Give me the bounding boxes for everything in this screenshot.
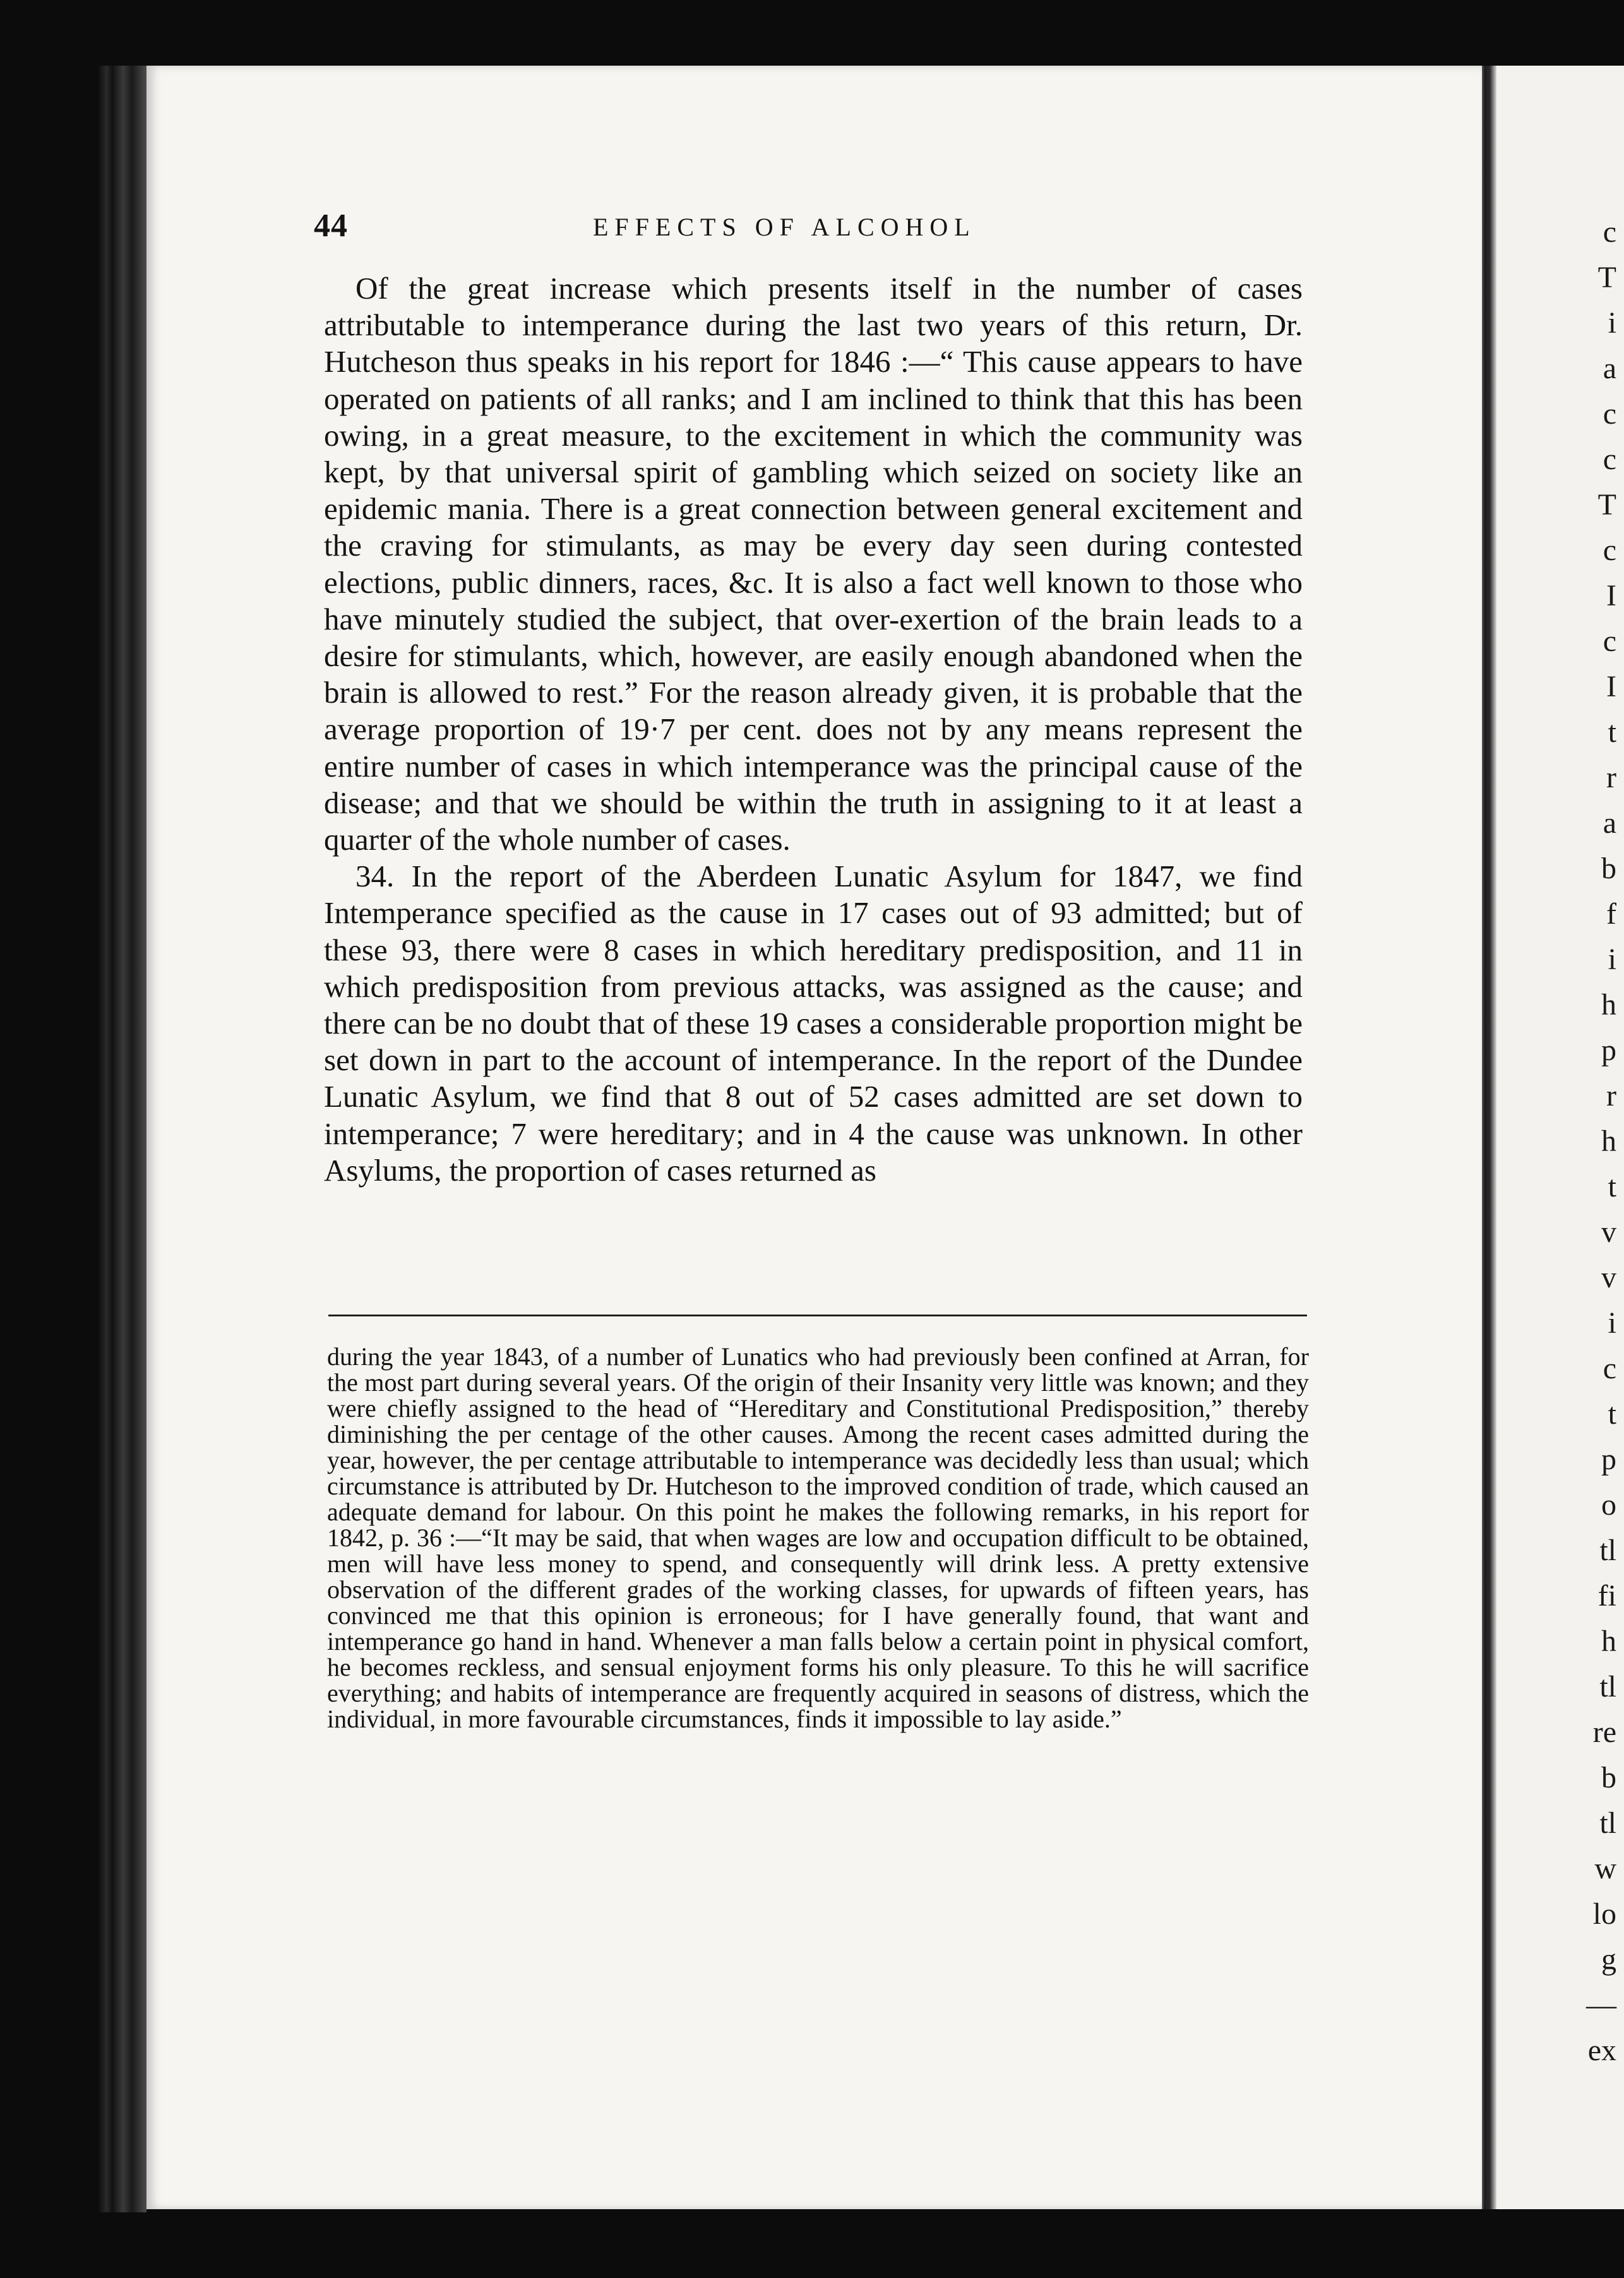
facing-page-fragment: f <box>1606 897 1616 931</box>
facing-page-fragment: tl <box>1599 1534 1616 1567</box>
facing-page-fragment: r <box>1606 1079 1616 1112</box>
facing-page-fragment: c <box>1603 397 1616 431</box>
facing-page-fragment: c <box>1603 1352 1616 1385</box>
facing-page-fragment: tl <box>1599 1670 1616 1703</box>
facing-page-fragment: c <box>1603 443 1616 476</box>
facing-page-fragment: c <box>1603 215 1616 249</box>
facing-page-fragment: i <box>1608 1306 1616 1340</box>
facing-page-fragment: g <box>1601 1943 1616 1976</box>
facing-page-fragment: a <box>1603 352 1616 385</box>
facing-page-fragment: a <box>1603 806 1616 840</box>
facing-page-fragment: i <box>1608 306 1616 340</box>
paragraph-1: Of the great increase which presents itself in the number of cases attributable to intemperance during the last two years of this return, Dr. Hutcheson thus speaks in his report for 1846 :—“ This cause appears to have operated on patients of all ranks; and I am inclined to think that this has been owing, in a great measure, to the excitement in which the community was kept, by that universal spirit of gambling which seized on society like an epidemic mania. There is a great connection between general excitement and the craving for stimulants, as may be every day seen during contested elections, public dinners, races, &c. It is also a fact well known to those who have minutely studied the subject, that over-exertion of the brain leads to a desire for stimulants, which, however, are easily enough abandoned when the brain is allowed to rest.” For the reason already given, it is probable that the average proportion of 19·7 per cent. does not by any means represent the entire number of cases in which intemperance was the principal cause of the disease; and that we should be within the truth in assigning to it at least a quarter of the whole number of cases. <box>324 271 1303 857</box>
footnote-divider <box>328 1315 1307 1316</box>
page-number: 44 <box>314 208 348 244</box>
facing-page-fragment: w <box>1594 1852 1616 1885</box>
facing-page-fragment: h <box>1601 1124 1616 1158</box>
facing-page <box>1487 66 1624 2209</box>
facing-page-fragment: p <box>1601 1443 1616 1476</box>
facing-page-fragment: T <box>1597 488 1616 522</box>
facing-page-fragment: T <box>1597 261 1616 294</box>
facing-page-fragment: c <box>1603 624 1616 658</box>
main-text <box>324 270 1303 1189</box>
facing-page-fragment: I <box>1606 670 1616 703</box>
running-title: EFFECTS OF ALCOHOL <box>593 213 976 241</box>
facing-page-fragment: c <box>1603 534 1616 567</box>
facing-page-fragment: b <box>1601 852 1616 885</box>
facing-page-fragment: fi <box>1597 1579 1616 1613</box>
facing-page-fragment: lo <box>1592 1897 1616 1931</box>
facing-page-fragment: — <box>1586 1988 1616 2022</box>
facing-page-fragment: re <box>1592 1715 1616 1749</box>
facing-page-fragment: t <box>1608 1170 1616 1203</box>
running-head <box>314 207 1308 245</box>
facing-page-fragment: I <box>1606 579 1616 612</box>
facing-page-fragment: i <box>1608 943 1616 976</box>
facing-page-fragment: t <box>1608 1397 1616 1431</box>
facing-page-fragment: r <box>1606 761 1616 794</box>
paragraph-2: 34. In the report of the Aberdeen Lunatic Asylum for 1847, we find Intemperance specified as the cause in 17 cases out of 93 admitted; but of these 93, there were 8 cases in which hereditary predisposition, and 11 in which predisposition from previous attacks, was assigned as the cause; and there can be no doubt that of these 19 cases a considerable proportion might be set down in part to the account of intemperance. In the report of the Dundee Lunatic Asylum, we find that 8 out of 52 cases admitted are set down to intemperance; 7 were hereditary; and in 4 the cause was unknown. In other Asylums, the proportion of cases returned as <box>324 859 1303 1188</box>
facing-page-fragment: o <box>1601 1488 1616 1522</box>
facing-page-fragment: h <box>1601 1625 1616 1658</box>
book-gutter <box>98 66 146 2212</box>
facing-page-fragment: b <box>1601 1761 1616 1794</box>
facing-page-fragment: t <box>1608 715 1616 749</box>
facing-page-fragment: tl <box>1599 1806 1616 1840</box>
facing-page-fragment: ex <box>1587 2034 1616 2067</box>
footnote: during the year 1843, of a number of Lunatics who had previously been confined at Arran, for the most part during several years. Of the origin of their Insanity very little was known; and they were chiefly assigned to the head of “Hereditary and Constitutional Predisposition,” thereby diminishing the per centage of the other causes. Among the recent cases admitted during the year, however, the per centage attributable to intemperance was decidedly less than usual; which circumstance is attributed by Dr. Hutcheson to the improved condition of trade, which caused an adequate demand for labour. On this point he makes the following remarks, in his report for 1842, p. 36 :—“It may be said, that when wages are low and occupation difficult to be obtained, men will have less money to spend, and consequently will drink less. A pretty extensive observation of the different grades of the working classes, for upwards of fifteen years, has convinced me that this opinion is erroneous; for I have generally found, that want and intemperance go hand in hand. Whenever a man falls below a certain point in physical comfort, he becomes reckless, and sensual enjoyment forms his only pleasure. To this he will sacrifice everything; and habits of intemperance are frequently acquired in seasons of distress, which the individual, in more favourable circumstances, finds it impossible to lay aside.” <box>327 1342 1309 1733</box>
facing-page-fragment: p <box>1601 1034 1616 1067</box>
facing-page-fragment: v <box>1601 1261 1616 1294</box>
facing-page-fragment: h <box>1601 988 1616 1022</box>
facing-page-fragment: v <box>1601 1215 1616 1249</box>
